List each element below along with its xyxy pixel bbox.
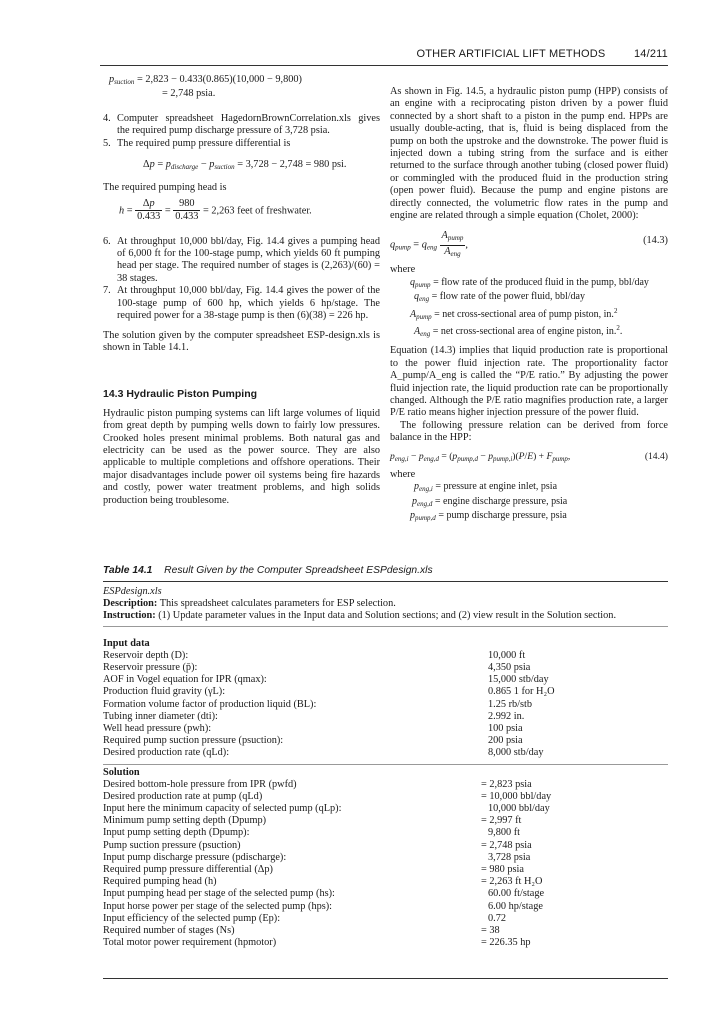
row-value: = 2,263 ft H₂O xyxy=(481,876,543,888)
definitions-14-3 xyxy=(390,277,668,341)
suction-eq-line-1: = 2,823 − 0.433(0.865)(10,000 − 9,800) xyxy=(136,74,302,85)
page-header xyxy=(100,46,668,66)
row-label: Total motor power requirement (hpmotor) xyxy=(103,937,277,949)
table-filename: ESPdesign.xls xyxy=(103,586,162,597)
table-row xyxy=(103,888,668,900)
row-value: 2.992 in. xyxy=(488,710,525,722)
equation-14-3: $q_{pump} = q_{eng}$ $\frac{A_{pump}}{A_{eng}}$ , (14.3) xyxy=(390,230,668,258)
row-value: 0.72 xyxy=(488,912,507,924)
table-bottom-rule xyxy=(103,978,668,979)
item-number: 4. xyxy=(103,112,111,124)
table-title: Result Given by the Computer Spreadsheet ESPdesign.xls xyxy=(164,565,433,576)
left-column xyxy=(103,74,380,507)
table-row xyxy=(103,674,668,686)
table-row xyxy=(103,699,668,711)
hpp-paragraph-1: As shown in Fig. 14.5, a hydraulic piston pump (HPP) consists of an engine with a reciprocating piston driven by a power fluid connected by a short shaft to a piston in the pump end. HPPs are usually double-acting, that is, fluid is being displaced from the pump on both the upstroke and the downstroke. The power fluid is injected down a tubing string from the surface and is either returned to the surface through another tubing (closed power fluid) or commingled with the produced fluid in the production string (open power fluid). Because the pump and engine pistons are directly connected, the volumetric flow rates in the pump and engine are related through a simple equation (Cholet, 2000): xyxy=(390,86,668,222)
definitions-14-4 xyxy=(390,481,668,524)
suction-equation: $p_{suction} = 2,823 - 0.433(0.865)(10,000 - 9,800)$ xyxy=(109,74,302,86)
row-value: = 2,823 psia xyxy=(481,778,532,790)
header-title: OTHER ARTIFICIAL LIFT METHODS xyxy=(416,48,606,60)
row-label: Required pump suction pressure (psuction): xyxy=(103,735,284,747)
table-row xyxy=(103,747,668,759)
definition: $q_{eng}$ = flow rate of the power fluid, bbl/day xyxy=(414,291,585,304)
row-label: Input horse power per stage of the selected pump (hps): xyxy=(103,900,333,912)
row-value: = 980 psia xyxy=(481,864,524,876)
solution-rows xyxy=(103,779,668,950)
section-paragraph: Hydraulic piston pumping systems can lift large volumes of liquid from great depth by pumping wells down to fairly low pressures. Crooked holes present minimal problems. Both natural gas and electricity can be used as the power source. They are also applicable to multiple completions and offshore operations. Their major disadvantages include power oil systems being fire hazards and costly, power water treatment problems, and high solids production being troublesome. xyxy=(103,407,380,506)
table-row xyxy=(103,779,668,791)
item-text: The required pump pressure differential is xyxy=(117,137,291,149)
list-item-5 xyxy=(103,138,380,150)
row-value: 1.25 rb/stb xyxy=(488,698,533,710)
row-label: AOF in Vogel equation for IPR (qmax): xyxy=(103,674,267,686)
row-label: Input efficiency of the selected pump (Ep): xyxy=(103,912,281,924)
row-value: = 38 xyxy=(481,924,500,936)
right-column xyxy=(390,74,668,525)
item-number: 7. xyxy=(103,285,111,297)
table-row xyxy=(103,815,668,827)
row-value: 3,728 psia xyxy=(488,851,531,863)
header-rule xyxy=(100,65,668,66)
table-row xyxy=(103,901,668,913)
table-row xyxy=(103,686,668,698)
list-item-6 xyxy=(103,236,380,286)
header-text xyxy=(416,48,668,60)
table-row xyxy=(103,803,668,815)
input-rows xyxy=(103,650,668,760)
table-row xyxy=(103,876,668,888)
head-den-2: 0.433 xyxy=(175,211,199,223)
row-value: 4,350 psia xyxy=(488,662,531,673)
suction-eq-line-2: = 2,748 psia. xyxy=(162,88,216,100)
list-item-7 xyxy=(103,285,380,322)
item-number: 6. xyxy=(103,235,111,247)
row-label: Reservoir depth (D): xyxy=(103,649,189,661)
row-value: 0.865 1 for H₂O xyxy=(488,686,555,698)
table-label: Table 14.1 xyxy=(103,565,153,576)
table-instruction: Instruction: (1) Update parameter values in the Input data and Solution sections; and (2) view result in the Solution section. xyxy=(103,610,617,622)
head-intro: The required pumping head is xyxy=(103,182,227,194)
section-heading: 14.3 Hydraulic Piston Pumping xyxy=(103,388,258,401)
row-label: Desired production rate at pump (qLd) xyxy=(103,790,263,802)
table-row xyxy=(103,852,668,864)
dp-eq-value: = 3,728 − 2,748 = 980 psi. xyxy=(237,159,347,171)
row-label: Required pump pressure differential (Δp) xyxy=(103,864,273,876)
head-den-1: 0.433 xyxy=(137,211,161,223)
equation-number: (14.4) xyxy=(644,450,668,462)
table-caption xyxy=(103,565,668,579)
table-row xyxy=(103,840,668,852)
row-value: 6.00 hp/stage xyxy=(488,900,543,912)
solution-note: The solution given by the computer spreadsheet ESP-design.xls is shown in Table 14.1. xyxy=(103,329,380,353)
row-value: 10,000 ft xyxy=(488,649,526,661)
equation-number: (14.3) xyxy=(643,235,668,247)
row-label: Reservoir pressure (p̄): xyxy=(103,662,198,673)
table-row xyxy=(103,711,668,723)
row-value: = 226.35 hp xyxy=(481,937,531,949)
row-value: 60.00 ft/stage xyxy=(488,888,545,900)
head-eq-tail: = 2,263 feet of freshwater. xyxy=(203,205,312,217)
definition: $A_{eng}$ = net cross-sectional area of engine piston, in.$^2$. xyxy=(414,323,623,338)
definition: $p_{pump,d}$ = pump discharge pressure, psia xyxy=(410,510,567,523)
row-value: 10,000 bbl/day xyxy=(488,803,550,815)
row-value: 9,800 ft xyxy=(488,827,521,839)
head-num: 980 xyxy=(173,198,200,211)
equation-14-4: $p_{eng,i} - p_{eng,d} = (p_{pump,d} - p_{pump,i})(P/E) + F_{pump}$, (14.4) xyxy=(390,450,668,463)
row-value: 200 psia xyxy=(488,735,523,747)
results-table xyxy=(103,583,668,949)
table-top-rule xyxy=(103,581,668,582)
solution-heading: Solution xyxy=(103,766,140,778)
row-value: 15,000 stb/day xyxy=(488,674,549,686)
row-label: Input here the minimum capacity of selected pump (qLp): xyxy=(103,803,342,815)
row-label: Input pumping head per stage of the selected pump (hs): xyxy=(103,888,335,900)
table-row xyxy=(103,662,668,674)
definition: $q_{pump}$ = flow rate of the produced fluid in the pump, bbl/day xyxy=(410,276,649,289)
row-label: Well head pressure (pwh): xyxy=(103,722,212,734)
list-item-4 xyxy=(103,113,380,138)
row-value: = 10,000 bbl/day xyxy=(481,790,552,802)
row-label: Input pump setting depth (Dpump): xyxy=(103,827,250,839)
table-row xyxy=(103,723,668,735)
head-equation: h = $\frac{\Delta p}{0.433}$ = $\frac{980}{0.433}$ = 2,263 feet of freshwater. xyxy=(119,197,312,223)
table-row xyxy=(103,735,668,747)
where-label-1: where xyxy=(390,264,416,276)
table-row xyxy=(103,913,668,925)
table-row xyxy=(103,827,668,839)
table-row xyxy=(103,791,668,803)
item-number: 5. xyxy=(103,137,111,149)
table-row xyxy=(103,864,668,876)
definition: $p_{eng,d}$ = engine discharge pressure, psia xyxy=(412,495,568,508)
row-label: Desired production rate (qLd): xyxy=(103,747,230,759)
row-label: Pump suction pressure (psuction) xyxy=(103,839,241,851)
page-number: 14/211 xyxy=(633,48,668,60)
row-label: Required number of stages (Ns) xyxy=(103,924,235,936)
row-label: Minimum pump setting depth (Dpump) xyxy=(103,815,267,827)
hpp-paragraph-3: The following pressure relation can be derived from force balance in the HPP: xyxy=(390,419,668,444)
row-label: Tubing inner diameter (dti): xyxy=(103,710,218,722)
definition: $A_{pump}$ = net cross-sectional area of pump piston, in.$^2$ xyxy=(410,306,618,321)
item-text: At throughput 10,000 bbl/day, Fig. 14.4 gives the power of the 100-stage pump of 600 hp, which yields 6 hp/stage. The required power for a 38-stage pump is then (6)(38) = 226 hp. xyxy=(117,285,380,322)
row-value: = 2,748 psia xyxy=(481,839,532,851)
row-label: Input pump discharge pressure (pdischarge): xyxy=(103,851,287,863)
row-label: Desired bottom-hole pressure from IPR (pwfd) xyxy=(103,778,297,790)
table-description: Description: This spreadsheet calculates parameters for ESP selection. xyxy=(103,598,396,610)
input-heading: Input data xyxy=(103,637,150,649)
row-value: 8,000 stb/day xyxy=(488,747,544,759)
item-text: Computer spreadsheet HagedornBrownCorrelation.xls gives the required pump discharge pressure of 3,728 psia. xyxy=(117,112,380,137)
table-row xyxy=(103,650,668,662)
row-label: Formation volume factor of production liquid (BL): xyxy=(103,698,317,710)
row-label: Production fluid gravity (γL): xyxy=(103,686,226,698)
table-row xyxy=(103,925,668,937)
row-label: Required pumping head (h) xyxy=(103,876,217,888)
definition: $p_{eng,i}$ = pressure at engine inlet, psia xyxy=(414,481,558,494)
item-text: At throughput 10,000 bbl/day, Fig. 14.4 gives a pumping head of 6,000 ft for the 100-stage pump, which yields 60 ft pumping head per stage. The required number of stages is (2,263)/(60) = 38 stages. xyxy=(117,235,380,284)
hpp-paragraph-2: Equation (14.3) implies that liquid production rate is proportional to the power fluid injection rate. The proportionality factor A_pump/A_eng is called the “P/E ratio.” By adjusting the power fluid injection rate, the liquid production rate can be proportionally changed. Although the P/E ratio magnifies production rate, a larger P/E ratio means higher injection pressure of the power fluid. xyxy=(390,345,668,419)
table-row xyxy=(103,937,668,949)
row-value: = 2,997 ft xyxy=(481,815,522,827)
dp-equation: $\Delta p = p_{discharge} - p_{suction} = 3,728 - 2,748 = 980$ psi. xyxy=(143,159,347,172)
where-label-2: where xyxy=(390,468,416,480)
row-value: 100 psia xyxy=(488,722,523,734)
